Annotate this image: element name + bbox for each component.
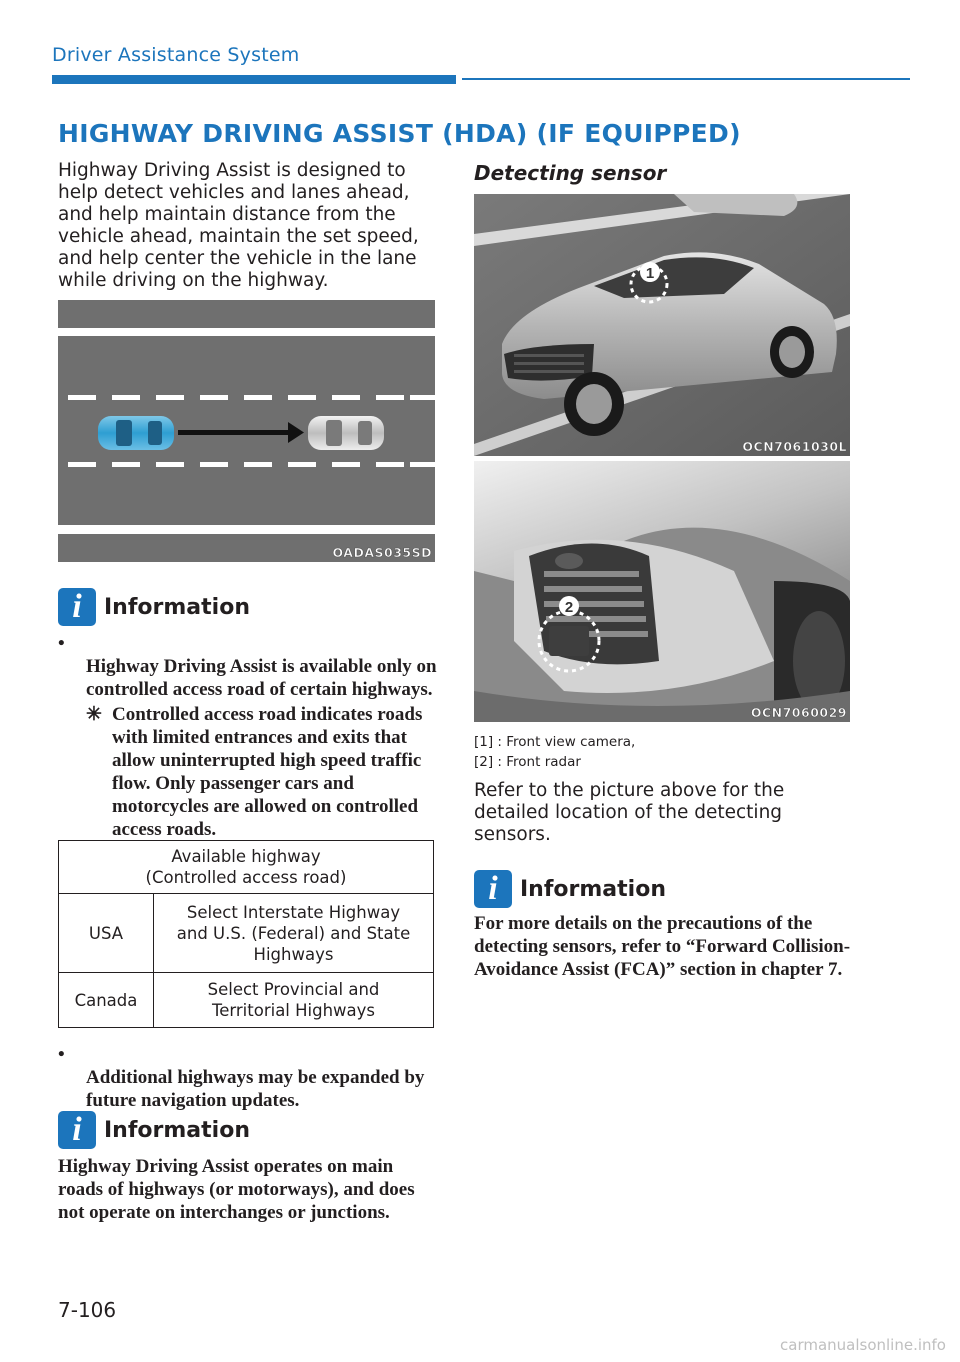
car-side-svg <box>474 194 850 456</box>
info-icon: i <box>474 870 512 908</box>
available-highway-table <box>58 840 434 1028</box>
car-front-photo <box>474 461 850 722</box>
bullet-text: Highway Driving Assist is available only on controlled access road of certain highways. <box>86 656 437 700</box>
bullet-symbol: • <box>58 633 65 654</box>
section-title: HIGHWAY DRIVING ASSIST (HDA) (IF EQUIPPED) <box>58 119 741 148</box>
information-box-3 <box>474 870 666 908</box>
table-header: Available highway (Controlled access road) <box>59 841 434 894</box>
table-row <box>59 894 434 973</box>
figure-code: OADAS035SD <box>332 545 432 560</box>
figure-legend <box>474 732 635 772</box>
blue-car-icon <box>98 416 174 450</box>
information-heading: Information <box>520 876 666 902</box>
intro-paragraph: Highway Driving Assist is designed to help detect vehicles and lanes ahead, and help maintain distance from the vehicle ahead, maintain the set speed, and help center the vehicle in the lane while driving on the highway. <box>58 160 419 291</box>
legend-camera: [1] : Front view camera, <box>474 734 636 750</box>
bullet-navigation-updates <box>58 1043 438 1112</box>
car-side-photo <box>474 194 850 456</box>
asterisk-icon: ✳ <box>86 704 102 725</box>
information-heading: Information <box>104 594 250 620</box>
table-cell-highways: Select Interstate Highway and U.S. (Federal) and State Highways <box>154 894 434 973</box>
figure-code: OCN7061030L <box>742 439 847 454</box>
info-icon: i <box>58 588 96 626</box>
running-header: Driver Assistance System <box>52 44 300 66</box>
bullet-controlled-access <box>58 632 438 701</box>
table-row <box>59 973 434 1028</box>
table-cell-country: USA <box>59 894 154 973</box>
watermark: carmanualsonline.info <box>780 1336 946 1354</box>
header-rule-thin <box>462 78 910 80</box>
white-car-icon <box>308 416 384 450</box>
figure-code: OCN7060029 <box>750 705 847 720</box>
table-cell-country: Canada <box>59 973 154 1028</box>
table-cell-highways: Select Provincial and Territorial Highways <box>154 973 434 1028</box>
legend-radar: [2] : Front radar <box>474 754 581 770</box>
information-box-1 <box>58 588 250 626</box>
info-icon: i <box>58 1111 96 1149</box>
detecting-sensor-title: Detecting sensor <box>474 161 667 185</box>
information-heading: Information <box>104 1117 250 1143</box>
information-text: For more details on the precautions of the detecting sensors, refer to “Forward Collision-Avoidance Assist (FCA)” section in chapter 7. <box>474 913 851 980</box>
car-front-svg <box>474 461 850 722</box>
marker-label: 2 <box>564 599 574 616</box>
refer-paragraph: Refer to the picture above for the detailed location of the detecting sensors. <box>474 780 785 845</box>
road-illustration-svg <box>58 300 435 562</box>
road-illustration <box>58 300 435 562</box>
note-controlled-access <box>86 703 438 841</box>
header-rule-thick <box>52 75 456 84</box>
page-number: 7-106 <box>58 1298 117 1322</box>
bullet-symbol: • <box>58 1044 65 1065</box>
information-box-2 <box>58 1111 250 1149</box>
bullet-text: Additional highways may be expanded by future navigation updates. <box>86 1067 425 1111</box>
information-text: Highway Driving Assist operates on main roads of highways (or motorways), and does not operate on interchanges or junctions. <box>58 1156 415 1223</box>
marker-label: 1 <box>645 265 655 282</box>
note-text: Controlled access road indicates roads with limited entrances and exits that allow uninterrupted high speed traffic flow. Only passenger cars and motorcycles are allowed on controlled access roads. <box>112 704 423 840</box>
